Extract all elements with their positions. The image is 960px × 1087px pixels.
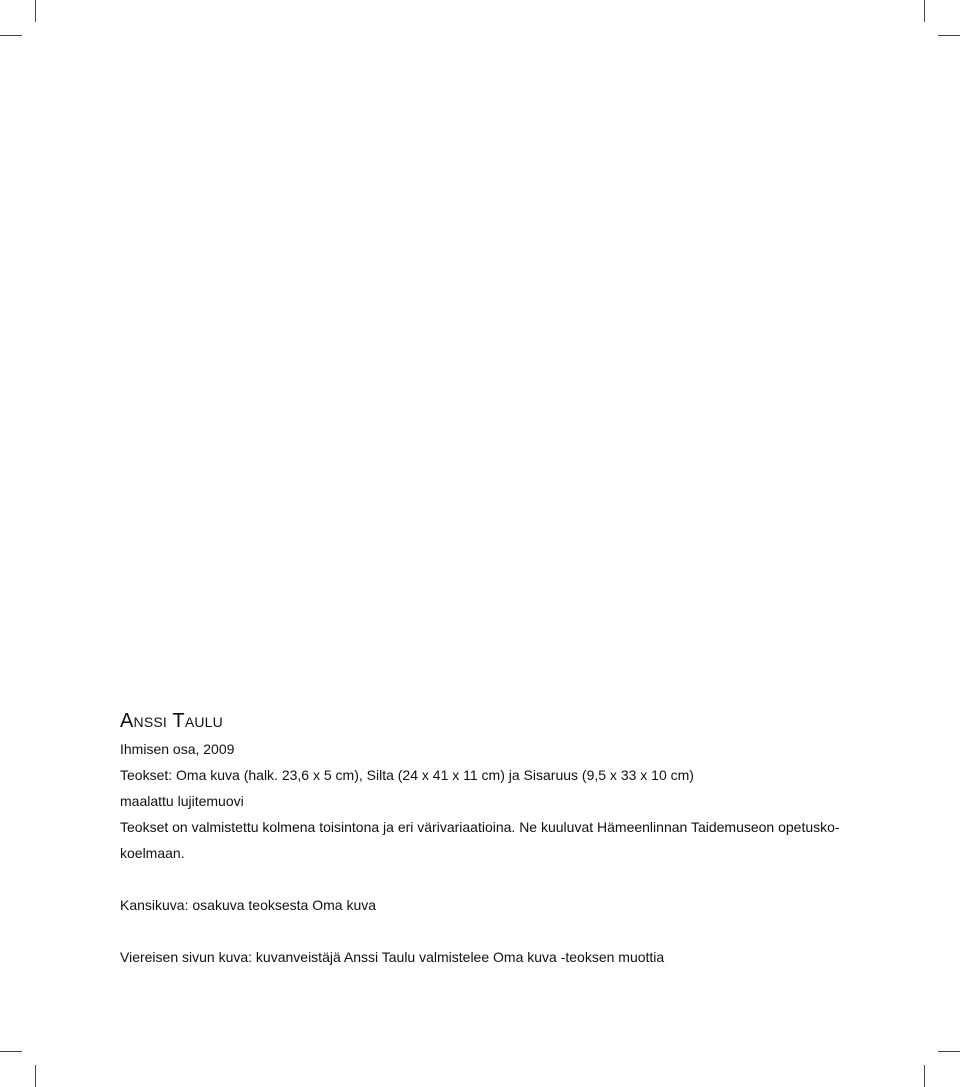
artist-name: Anssi Taulu (120, 710, 223, 732)
spacer (120, 866, 860, 892)
crop-mark-top-left-vertical (35, 0, 36, 22)
material: maalattu lujitemuovi (120, 793, 244, 809)
cover-credit: Kansikuva: osakuva teoksesta Oma kuva (120, 897, 377, 913)
crop-mark-top-left-horizontal (0, 35, 22, 36)
work-title-year: Ihmisen osa, 2009 (120, 741, 235, 757)
crop-mark-bottom-right-horizontal (938, 1051, 960, 1052)
works-list: Teokset: Oma kuva (halk. 23,6 x 5 cm), Silta (24 x 41 x 11 cm) ja Sisaruus (9,5 x 33 x 10 cm) (120, 767, 694, 783)
artwork-caption (120, 706, 860, 970)
description-line-2: koelmaan. (120, 845, 185, 861)
spacer (120, 918, 860, 944)
crop-mark-top-right-vertical (924, 0, 925, 22)
crop-mark-top-right-horizontal (938, 35, 960, 36)
crop-mark-bottom-left-vertical (35, 1065, 36, 1087)
crop-mark-bottom-right-vertical (924, 1065, 925, 1087)
opposite-page-credit: Viereisen sivun kuva: kuvanveistäjä Anssi Taulu valmistelee Oma kuva -teoksen muottia (120, 949, 665, 965)
description-line-1: Teokset on valmistettu kolmena toisintona ja eri värivariaatioina. Ne kuuluvat Hämeenlinnan Taidemuseon opetusko- (120, 819, 840, 835)
crop-mark-bottom-left-horizontal (0, 1051, 22, 1052)
